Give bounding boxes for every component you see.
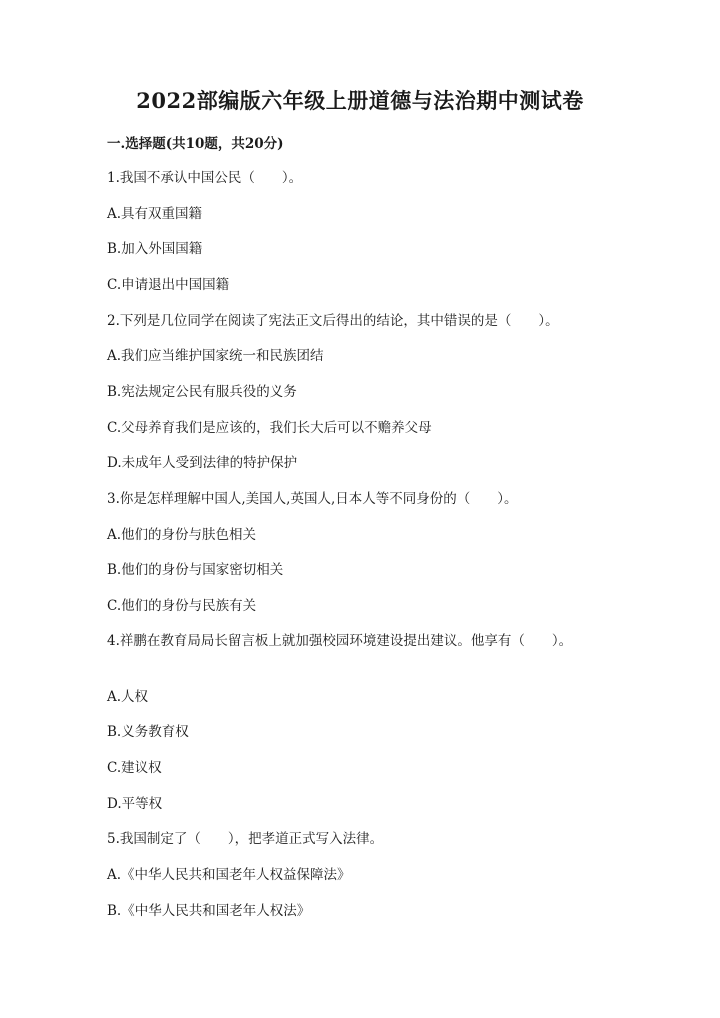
- question-1-option-b: B.加入外国国籍: [107, 241, 203, 257]
- question-4-option-d: D.平等权: [107, 796, 163, 812]
- question-4-stem: 4.祥鹏在教育局局长留言板上就加强校园环境建设提出建议。他享有（ ）。: [107, 633, 573, 649]
- page-title: 2022部编版六年级上册道德与法治期中测试卷: [136, 88, 584, 113]
- question-2-stem: 2.下列是几位同学在阅读了宪法正文后得出的结论，其中错误的是（ ）。: [107, 313, 559, 329]
- question-2-option-b: B.宪法规定公民有服兵役的义务: [107, 384, 297, 400]
- question-2-option-a: A.我们应当维护国家统一和民族团结: [107, 348, 324, 364]
- question-4-option-b: B.义务教育权: [107, 724, 189, 740]
- question-2-option-c: C.父母养育我们是应该的，我们长大后可以不赡养父母: [107, 420, 432, 436]
- question-5-option-b: B.《中华人民共和国老年人权法》: [107, 903, 311, 919]
- question-5-option-a: A.《中华人民共和国老年人权益保障法》: [107, 867, 351, 883]
- question-1-option-a: A.具有双重国籍: [107, 206, 203, 222]
- question-2-option-d: D.未成年人受到法律的特护保护: [107, 455, 298, 471]
- question-3-option-b: B.他们的身份与国家密切相关: [107, 562, 284, 578]
- question-1-option-c: C.申请退出中国国籍: [107, 277, 230, 293]
- question-3-option-c: C.他们的身份与民族有关: [107, 598, 257, 614]
- question-3-option-a: A.他们的身份与肤色相关: [107, 527, 257, 543]
- question-5-stem: 5.我国制定了（ ），把孝道正式写入法律。: [107, 831, 384, 847]
- question-4-option-a: A.人权: [107, 689, 149, 705]
- section-heading: 一.选择题(共10题，共20分): [107, 136, 284, 152]
- question-1-stem: 1.我国不承认中国公民（ ）。: [107, 170, 303, 186]
- question-4-option-c: C.建议权: [107, 760, 162, 776]
- question-3-stem: 3.你是怎样理解中国人,美国人,英国人,日本人等不同身份的（ ）。: [107, 491, 518, 507]
